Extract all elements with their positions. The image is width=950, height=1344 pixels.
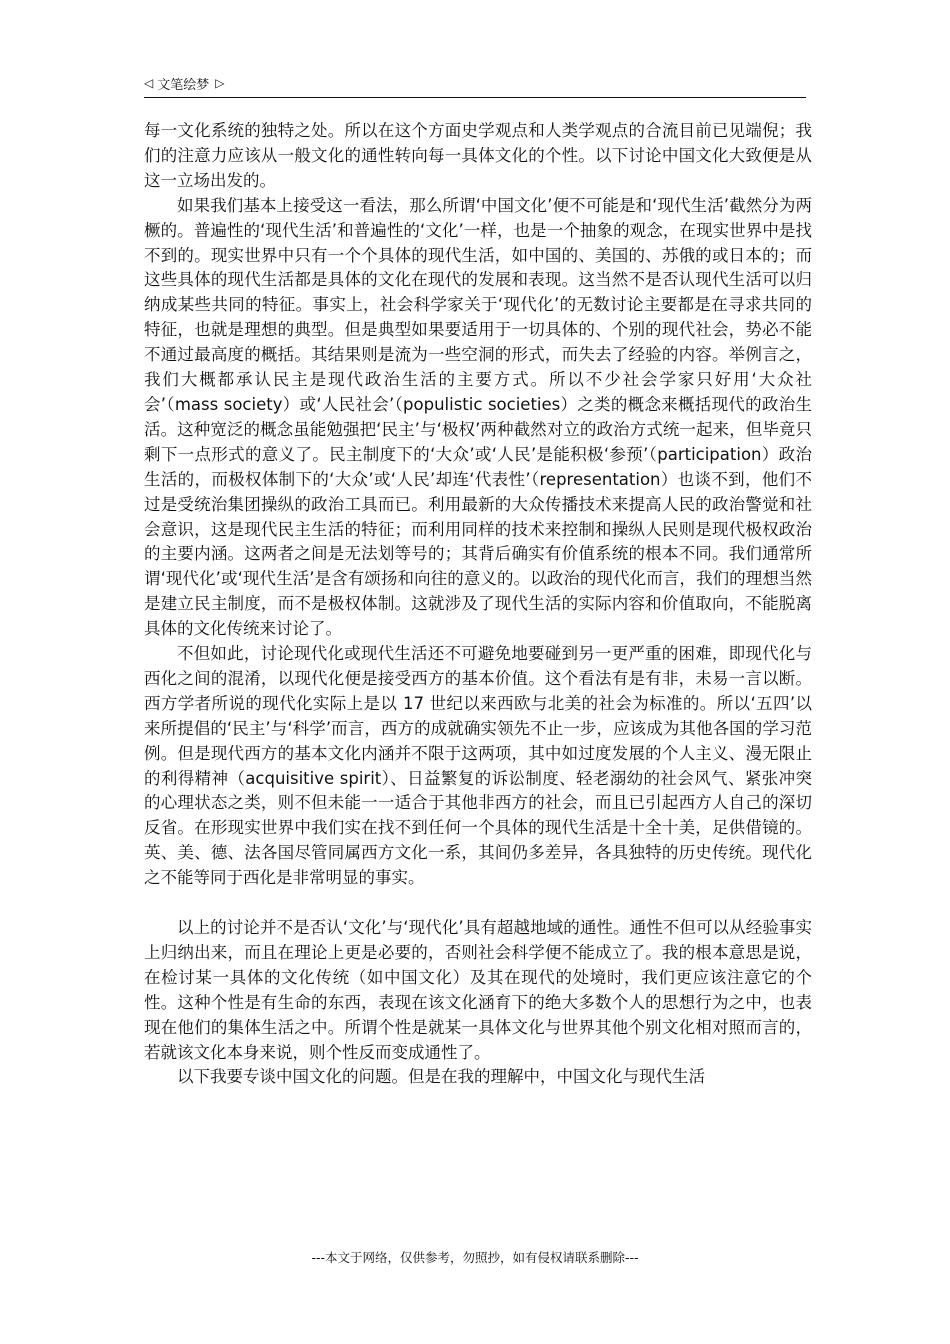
header-divider — [144, 97, 806, 98]
paragraph-2: 如果我们基本上接受这一看法，那么所谓‘中国文化’便不可能是和‘现代生活’截然分为两橛的。普遍性的‘现代生活’和普遍性的‘文化’一样，也是一个抽象的观念，在现实世界中是找不到的。现实世界中只有一个个具体的现代生活，如中国的、美国的、苏俄的或日本的；而这些具体的现代生活都是具体的文化在现代的发展和表现。这当然不是否认现代生活可以归纳成某些共同的特征。事实上，社会科学家关于‘现代化’的无数讨论主要都是在寻求共同的特征，也就是理想的典型。但是典型如果要适用于一切具体的、个别的现代社会，势必不能不通过最高度的概括。其结果则是流为一些空洞的形式，而失去了经验的内容。举例言之，我们大概都承认民主是现代政治生活的主要方式。所以不少社会学家只好用‘大众社会’（mass society）或‘人民社会’（populistic societies）之类的概念来概括现代的政治生活。这种宽泛的概念虽能勉强把‘民主’与‘极权’两种截然对立的政治方式统一起来，但毕竟只剩下一点形式的意义了。民主制度下的‘大众’或‘人民’是能积极‘参预’（participation）政治生活的，而极权体制下的‘大众’或‘人民’却连‘代表性’（representation）也谈不到，他们不过是受统治集团操纵的政治工具而已。利用最新的大众传播技术来提高人民的政治警觉和社会意识，这是现代民主生活的特征；而利用同样的技术来控制和操纵人民则是现代极权政治的主要内涵。这两者之间是无法划等号的；其背后确实有价值系统的根本不同。我们通常所谓‘现代化’或‘现代生活’是含有颂扬和向往的意义的。以政治的现代化而言，我们的理想当然是建立民主制度，而不是极权体制。这就涉及了现代生活的实际内容和价值取向，不能脱离具体的文化传统来讨论了。 — [144, 195, 812, 639]
page-header — [144, 70, 806, 96]
paragraph-1: 每一文化系统的独特之处。所以在这个方面史学观点和人类学观点的合流目前已见端倪；我们的注意力应该从一般文化的通性转向每一具体文化的个性。以下讨论中国文化大致便是从这一立场出发的。 — [144, 121, 812, 190]
triangle-left-icon: ◁ — [144, 76, 154, 90]
paragraph-4: 以上的讨论并不是否认‘文化’与‘现代化’具有超越地域的通性。通性不但可以从经验事实上归纳出来，而且在理论上更是必要的，否则社会科学便不能成立了。我的根本意思是说，在检讨某一具体的文化传统（如中国文化）及其在现代的处境时，我们更应该注意它的个性。这种个性是有生命的东西，表现在该文化涵育下的绝大多数个人的思想行为之中，也表现在他们的集体生活之中。所谓个性是就某一具体文化与世界其他个别文化相对照而言的，若就该文化本身来说，则个性反而变成通性了。 — [144, 917, 812, 1062]
paragraph-3: 不但如此，讨论现代化或现代生活还不可避免地要碰到另一更严重的困难，即现代化与西化之间的混淆，以现代化便是接受西方的基本价值。这个看法有是有非，未易一言以断。西方学者所说的现代化实际上是以 17 世纪以来西欧与北美的社会为标准的。所以‘五四’以来所提倡的‘民主’与‘科学’而言，西方的成就确实领先不止一步，应该成为其他各国的学习范例。但是现代西方的基本文化内涵并不限于这两项，其中如过度发展的个人主义、漫无限止的利得精神（acquisitive spirit）、日益繁复的诉讼制度、轻老溺幼的社会风气、紧张冲突的心理状态之类，则不但未能一一适合于其他非西方的社会，而且已引起西方人自己的深切反省。在形现实世界中我们实在找不到任何一个具体的现代生活是十全十美，足供借镜的。英、美、德、法各国尽管同属西方文化一系，其间仍多差异，各具独特的历史传统。现代化之不能等同于西化是非常明显的事实。 — [144, 644, 812, 888]
paragraph-5: 以下我要专谈中国文化的问题。但是在我的理解中，中国文化与现代生活 — [177, 1067, 705, 1087]
footer-disclaimer: ---本文于网络，仅供参考，勿照抄，如有侵权请联系删除--- — [311, 1250, 639, 1265]
document-body — [144, 119, 812, 1090]
header-title: 文笔绘梦 — [157, 77, 210, 93]
triangle-right-icon: ▷ — [215, 76, 225, 90]
